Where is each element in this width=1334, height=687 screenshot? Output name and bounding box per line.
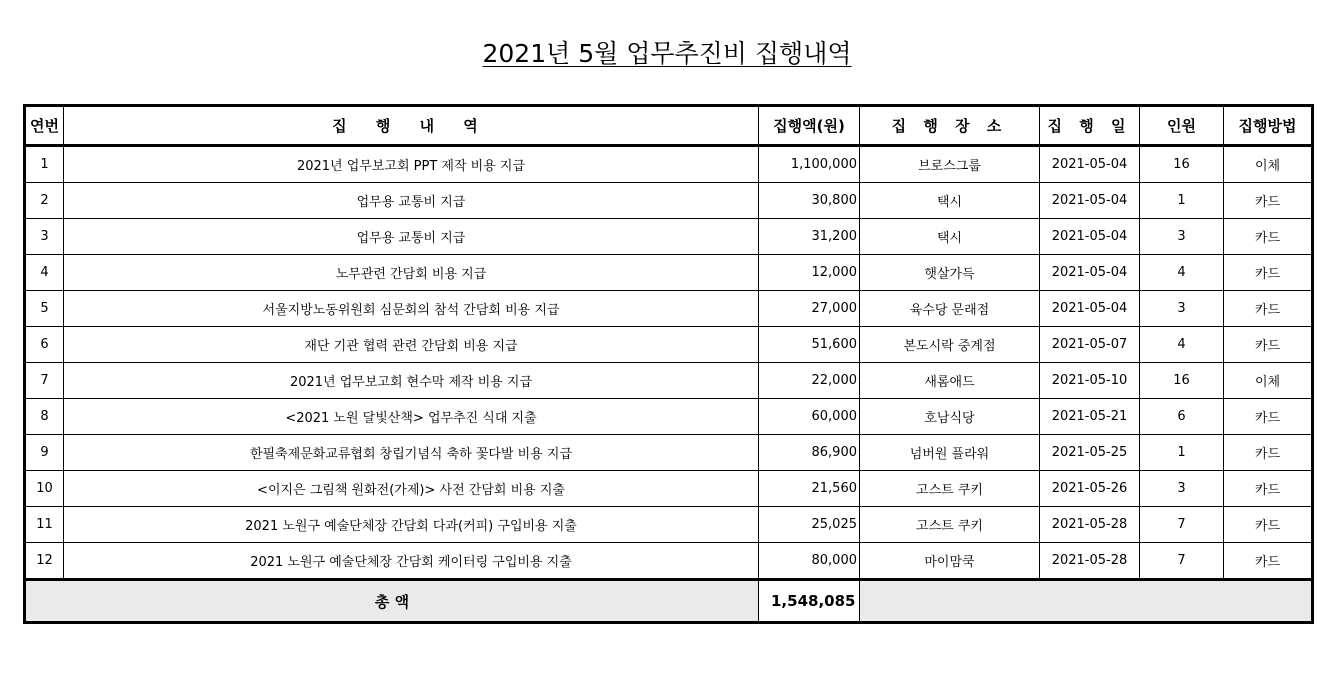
- cell-date: 2021-05-04: [1040, 219, 1140, 255]
- cell-amount: 27,000: [759, 291, 860, 327]
- cell-method: 카드: [1224, 543, 1313, 580]
- cell-date: 2021-05-04: [1040, 146, 1140, 183]
- cell-amount: 51,600: [759, 327, 860, 363]
- cell-description: 업무용 교통비 지급: [64, 219, 759, 255]
- cell-amount: 21,560: [759, 471, 860, 507]
- cell-method: 카드: [1224, 435, 1313, 471]
- table-row: [25, 399, 1313, 435]
- table-footer: [25, 580, 1313, 623]
- expense-table: [23, 104, 1314, 624]
- cell-date: 2021-05-04: [1040, 291, 1140, 327]
- cell-place: 택시: [860, 219, 1040, 255]
- cell-method: 카드: [1224, 507, 1313, 543]
- cell-no: 11: [25, 507, 64, 543]
- header-description: 집 행 내 역: [64, 106, 759, 146]
- table-row: [25, 507, 1313, 543]
- cell-amount: 1,100,000: [759, 146, 860, 183]
- cell-place: 택시: [860, 183, 1040, 219]
- cell-people: 4: [1140, 255, 1224, 291]
- cell-place: 고스트 쿠키: [860, 507, 1040, 543]
- cell-description: 2021 노원구 예술단체장 간담회 케이터링 구입비용 지출: [64, 543, 759, 580]
- cell-date: 2021-05-21: [1040, 399, 1140, 435]
- cell-method: 카드: [1224, 471, 1313, 507]
- cell-amount: 12,000: [759, 255, 860, 291]
- cell-no: 8: [25, 399, 64, 435]
- cell-people: 7: [1140, 543, 1224, 580]
- cell-amount: 30,800: [759, 183, 860, 219]
- cell-people: 7: [1140, 507, 1224, 543]
- cell-no: 3: [25, 219, 64, 255]
- cell-place: 브로스그룹: [860, 146, 1040, 183]
- cell-method: 카드: [1224, 255, 1313, 291]
- cell-people: 3: [1140, 291, 1224, 327]
- header-no: 연번: [25, 106, 64, 146]
- table-row: [25, 183, 1313, 219]
- cell-date: 2021-05-28: [1040, 543, 1140, 580]
- header-method: 집행방법: [1224, 106, 1313, 146]
- cell-method: 이체: [1224, 146, 1313, 183]
- cell-people: 16: [1140, 146, 1224, 183]
- cell-date: 2021-05-28: [1040, 507, 1140, 543]
- cell-no: 7: [25, 363, 64, 399]
- cell-method: 카드: [1224, 327, 1313, 363]
- cell-people: 4: [1140, 327, 1224, 363]
- cell-date: 2021-05-04: [1040, 255, 1140, 291]
- cell-place: 넘버원 플라워: [860, 435, 1040, 471]
- cell-description: 노무관련 간담회 비용 지급: [64, 255, 759, 291]
- table-row: [25, 435, 1313, 471]
- cell-date: 2021-05-10: [1040, 363, 1140, 399]
- cell-description: <이지은 그림책 원화전(가제)> 사전 간담회 비용 지출: [64, 471, 759, 507]
- header-people: 인원: [1140, 106, 1224, 146]
- cell-description: 재단 기관 협력 관련 간담회 비용 지급: [64, 327, 759, 363]
- header-row: [25, 106, 1313, 146]
- cell-description: <2021 노원 달빛산책> 업무추진 식대 지출: [64, 399, 759, 435]
- header-place: 집 행 장 소: [860, 106, 1040, 146]
- cell-method: 이체: [1224, 363, 1313, 399]
- cell-amount: 25,025: [759, 507, 860, 543]
- cell-date: 2021-05-26: [1040, 471, 1140, 507]
- table-row: [25, 471, 1313, 507]
- cell-description: 2021년 업무보고회 PPT 제작 비용 지급: [64, 146, 759, 183]
- cell-place: 햇살가득: [860, 255, 1040, 291]
- cell-place: 고스트 쿠키: [860, 471, 1040, 507]
- header-date: 집 행 일: [1040, 106, 1140, 146]
- cell-place: 육수당 문래점: [860, 291, 1040, 327]
- page-title-text: 2021년 5월 업무추진비 집행내역: [482, 39, 852, 68]
- cell-method: 카드: [1224, 399, 1313, 435]
- cell-method: 카드: [1224, 183, 1313, 219]
- cell-place: 마이맘쿡: [860, 543, 1040, 580]
- cell-no: 10: [25, 471, 64, 507]
- cell-no: 2: [25, 183, 64, 219]
- table-row: [25, 327, 1313, 363]
- cell-description: 한필축제문화교류협회 창립기념식 축하 꽃다발 비용 지급: [64, 435, 759, 471]
- header-amount: 집행액(원): [759, 106, 860, 146]
- cell-amount: 22,000: [759, 363, 860, 399]
- cell-people: 1: [1140, 183, 1224, 219]
- cell-date: 2021-05-04: [1040, 183, 1140, 219]
- cell-people: 3: [1140, 219, 1224, 255]
- cell-no: 4: [25, 255, 64, 291]
- cell-people: 6: [1140, 399, 1224, 435]
- cell-no: 5: [25, 291, 64, 327]
- cell-people: 16: [1140, 363, 1224, 399]
- table-body: [25, 146, 1313, 580]
- cell-no: 1: [25, 146, 64, 183]
- cell-amount: 80,000: [759, 543, 860, 580]
- cell-description: 업무용 교통비 지급: [64, 183, 759, 219]
- cell-description: 서울지방노동위원회 심문회의 참석 간담회 비용 지급: [64, 291, 759, 327]
- cell-amount: 60,000: [759, 399, 860, 435]
- total-empty-cell: [860, 580, 1313, 623]
- table-row: [25, 363, 1313, 399]
- cell-description: 2021 노원구 예술단체장 간담회 다과(커피) 구입비용 지출: [64, 507, 759, 543]
- cell-place: 새롬애드: [860, 363, 1040, 399]
- table-row: [25, 291, 1313, 327]
- table-row: [25, 255, 1313, 291]
- page-title: [0, 37, 1334, 71]
- cell-method: 카드: [1224, 219, 1313, 255]
- total-label: 총 액: [25, 580, 759, 623]
- cell-people: 1: [1140, 435, 1224, 471]
- table-row: [25, 543, 1313, 580]
- cell-no: 6: [25, 327, 64, 363]
- cell-no: 12: [25, 543, 64, 580]
- cell-date: 2021-05-25: [1040, 435, 1140, 471]
- cell-date: 2021-05-07: [1040, 327, 1140, 363]
- total-row: [25, 580, 1313, 623]
- cell-people: 3: [1140, 471, 1224, 507]
- table-header: [25, 106, 1313, 146]
- total-value: 1,548,085: [759, 580, 860, 623]
- cell-place: 호남식당: [860, 399, 1040, 435]
- cell-no: 9: [25, 435, 64, 471]
- table-row: [25, 219, 1313, 255]
- table-row: [25, 146, 1313, 183]
- cell-amount: 86,900: [759, 435, 860, 471]
- cell-description: 2021년 업무보고회 현수막 제작 비용 지급: [64, 363, 759, 399]
- cell-place: 본도시락 중계점: [860, 327, 1040, 363]
- cell-method: 카드: [1224, 291, 1313, 327]
- cell-amount: 31,200: [759, 219, 860, 255]
